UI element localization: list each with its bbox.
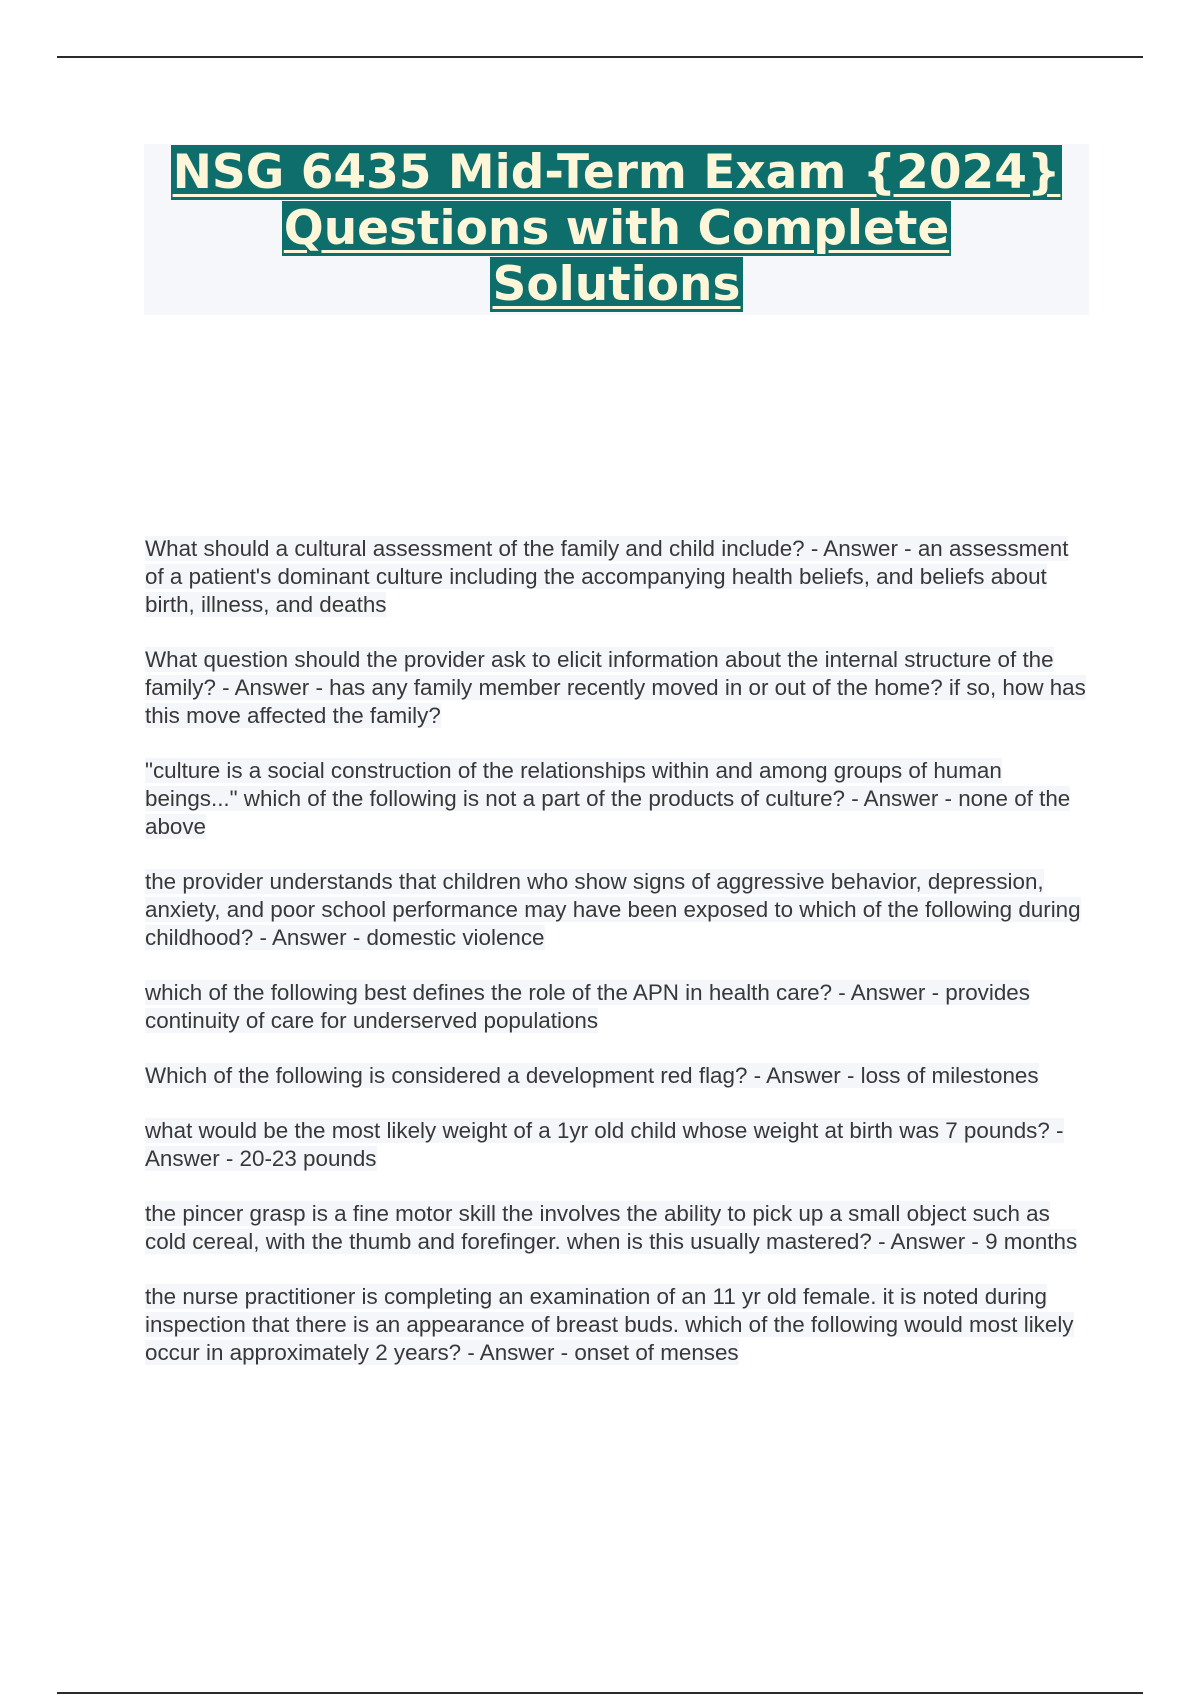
top-rule — [57, 56, 1143, 58]
qa-item: the nurse practitioner is completing an examination of an 11 yr old female. it is noted during inspection that there is an appearance of breast buds. which of the following would most likely occur in approximately 2 years? - Answer - onset of menses — [145, 1284, 1074, 1365]
qa-item: the pincer grasp is a fine motor skill the involves the ability to pick up a small object such as cold cereal, with the thumb and forefinger. when is this usually mastered? - Answer - 9 months — [145, 1201, 1078, 1254]
qa-item: what would be the most likely weight of a 1yr old child whose weight at birth was 7 pounds? - Answer - 20-23 pounds — [145, 1118, 1064, 1171]
title-line-3: Solutions — [492, 257, 741, 312]
qa-item: "culture is a social construction of the relationships within and among groups of human beings..." which of the following is not a part of the products of culture? - Answer - none of the above — [145, 758, 1071, 839]
qa-item: What question should the provider ask to elicit information about the internal structure of the family? - Answer - has any family member recently moved in or out of the home? if so, how has this move affected the family? — [145, 647, 1086, 728]
qa-item: What should a cultural assessment of the family and child include? - Answer - an assessment of a patient's dominant culture including the accompanying health beliefs, and beliefs about birth, illness, and deaths — [145, 536, 1069, 617]
question-answer-list — [145, 535, 1090, 1394]
document-title — [144, 144, 1089, 315]
title-line-1: NSG 6435 Mid-Term Exam {2024} — [172, 145, 1061, 200]
bottom-rule — [57, 1692, 1143, 1694]
title-line-2: Questions with Complete — [283, 201, 950, 256]
qa-item: which of the following best defines the role of the APN in health care? - Answer - provides continuity of care for underserved populations — [145, 980, 1030, 1033]
qa-item: the provider understands that children who show signs of aggressive behavior, depression, anxiety, and poor school performance may have been exposed to which of the following during childhood? - Answer - domestic violence — [145, 869, 1081, 950]
qa-item: Which of the following is considered a development red flag? - Answer - loss of milestones — [145, 1063, 1039, 1088]
